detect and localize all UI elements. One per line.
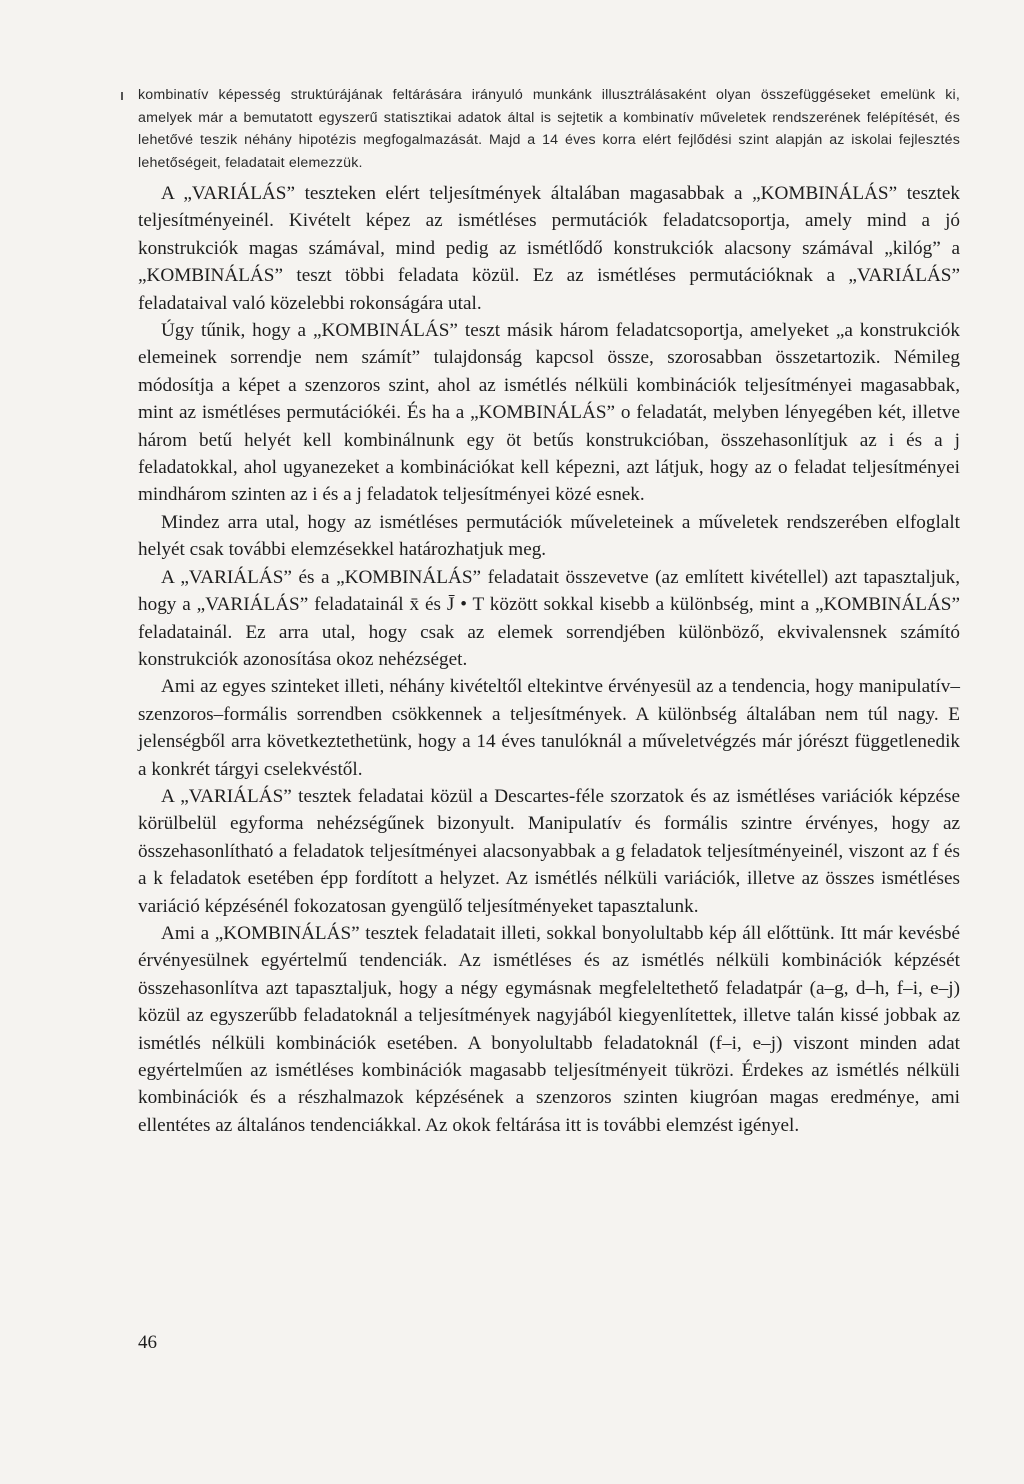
body-paragraph-1: A „VARIÁLÁS” teszteken elért teljesítmények általában magasabbak a „KOMBINÁLÁS” tesztek teljesítményeinél. Kivételt képez az ismétléses permutációk feladatcsoportja, amely mind a jó konstrukciók magas számával, mind pedig az ismétlődő konstrukciók alacsony számával „kilóg” a „KOMBINÁLÁS” teszt többi feladata közül. Ez az ismétléses permutációknak a „VARIÁLÁS” feladataival való közelebbi rokonságára utal. xyxy=(138,183,960,314)
body-paragraph-7: Ami a „KOMBINÁLÁS” tesztek feladatait illeti, sokkal bonyolultabb kép áll előttünk. Itt már kevésbé érvényesülnek egyértelmű tendenciák. Az ismétléses és az ismétlés nélküli kombinációk képzését összehasonlítva azt tapasztaljuk, hogy a négy egymásnak megfeleltethető feladatpár (a–g, d–h, f–i, e–j) közül az egyszerűbb feladatoknál a teljesítmények nagyjából kiegyenlítettek, illetve talán kissé jobbak az ismétlés nélküli kombinációk esetében. A bonyolultabb feladatoknál (f–i, e–j) viszont minden adat egyértelműen az ismétléses kombinációk magasabb teljesítményeit tükrözi. Érdekes az ismétlés nélküli kombinációk és a részhalmazok képzésének a szenzoros szinten kiugróan magas eredménye, ami ellentétes az általános tendenciákkal. Az okok feltárása itt is további elemzést igényel. xyxy=(138,922,960,1136)
page-number: 46 xyxy=(138,1332,157,1353)
margin-mark xyxy=(121,92,123,100)
body-paragraph-6: A „VARIÁLÁS” tesztek feladatai közül a Descartes-féle szorzatok és az ismétléses variációk képzése körülbelül egyforma nehézségűnek bizonyult. Manipulatív és formális szintre érvényes, hogy az összehasonlítható a feladatok teljesítményei alacsonyabbak a g feladatok teljesítményeinél, viszont az f és a k feladatok esetében épp fordított a helyzet. Az ismétlés nélküli variációk, illetve az összes ismétléses variáció képzésénél fokozatosan gyengülő teljesítményeket tapasztalunk. xyxy=(138,785,960,917)
body-paragraph-4: A „VARIÁLÁS” és a „KOMBINÁLÁS” feladatait összevetve (az említett kivétellel) azt tapasztaljuk, hogy a „VARIÁLÁS” feladatainál x̄ és J̄ • T között sokkal kisebb a különbség, mint a „KOMBINÁLÁS” feladatainál. Ez arra utal, hogy csak az elemek sorrendjében különböző, ekvivalensnek számító konstrukciók azonosítása okoz nehézséget. xyxy=(138,566,960,670)
body-paragraph-2: Úgy tűnik, hogy a „KOMBINÁLÁS” teszt másik három feladatcsoportja, amelyeket „a konstrukciók elemeinek sorrendje nem számít” tulajdonság kapcsol össze, szorosabban összetartozik. Némileg módosítja a képet a szenzoros szint, ahol az ismétlés nélküli kombinációk teljesítményei magasabbak, mint az ismétléses permutációkéi. És ha a „KOMBINÁLÁS” o feladatát, melyben lényegében két, illetve három betű helyét kell kombinálnunk egy öt betűs konstrukcióban, összehasonlítjuk az i és a j feladatokkal, ahol ugyanezeket a kombinációkat kell képezni, azt látjuk, hogy az o feladat teljesítményei mindhárom szinten az i és a j feladatok teljesítményei közé esnek. xyxy=(138,320,960,506)
body-section xyxy=(138,180,960,1139)
body-paragraph-5: Ami az egyes szinteket illeti, néhány kivételtől eltekintve érvényesül az a tendencia, hogy manipulatív–szenzoros–formális sorrendben csökkennek a teljesítmények. A különbség általában nem túl nagy. E jelenségből arra következtethetünk, hogy a 14 éves tanulóknál a műveletvégzés már jórészt függetlenedik a konkrét tárgyi cselekvéstől. xyxy=(138,676,960,780)
intro-paragraph: kombinatív képesség struktúrájának feltárására irányuló munkánk illusztrálásaként olyan összefüggéseket emelünk ki, amelyek már a bemutatott egyszerű statisztikai adatok által is sejtetik a kombinatív műveletek rendszerének felépítését, és lehetővé teszik néhány hipotézis megfogalmazását. Majd a 14 éves korra elért fejlődési szint alapján az iskolai fejlesztés lehetőségeit, feladatait elemezzük. xyxy=(138,87,960,171)
intro-section xyxy=(138,84,960,174)
body-paragraph-3: Mindez arra utal, hogy az ismétléses permutációk műveleteinek a műveletek rendszerében elfoglalt helyét csak további elemzésekkel határozhatjuk meg. xyxy=(138,511,960,561)
